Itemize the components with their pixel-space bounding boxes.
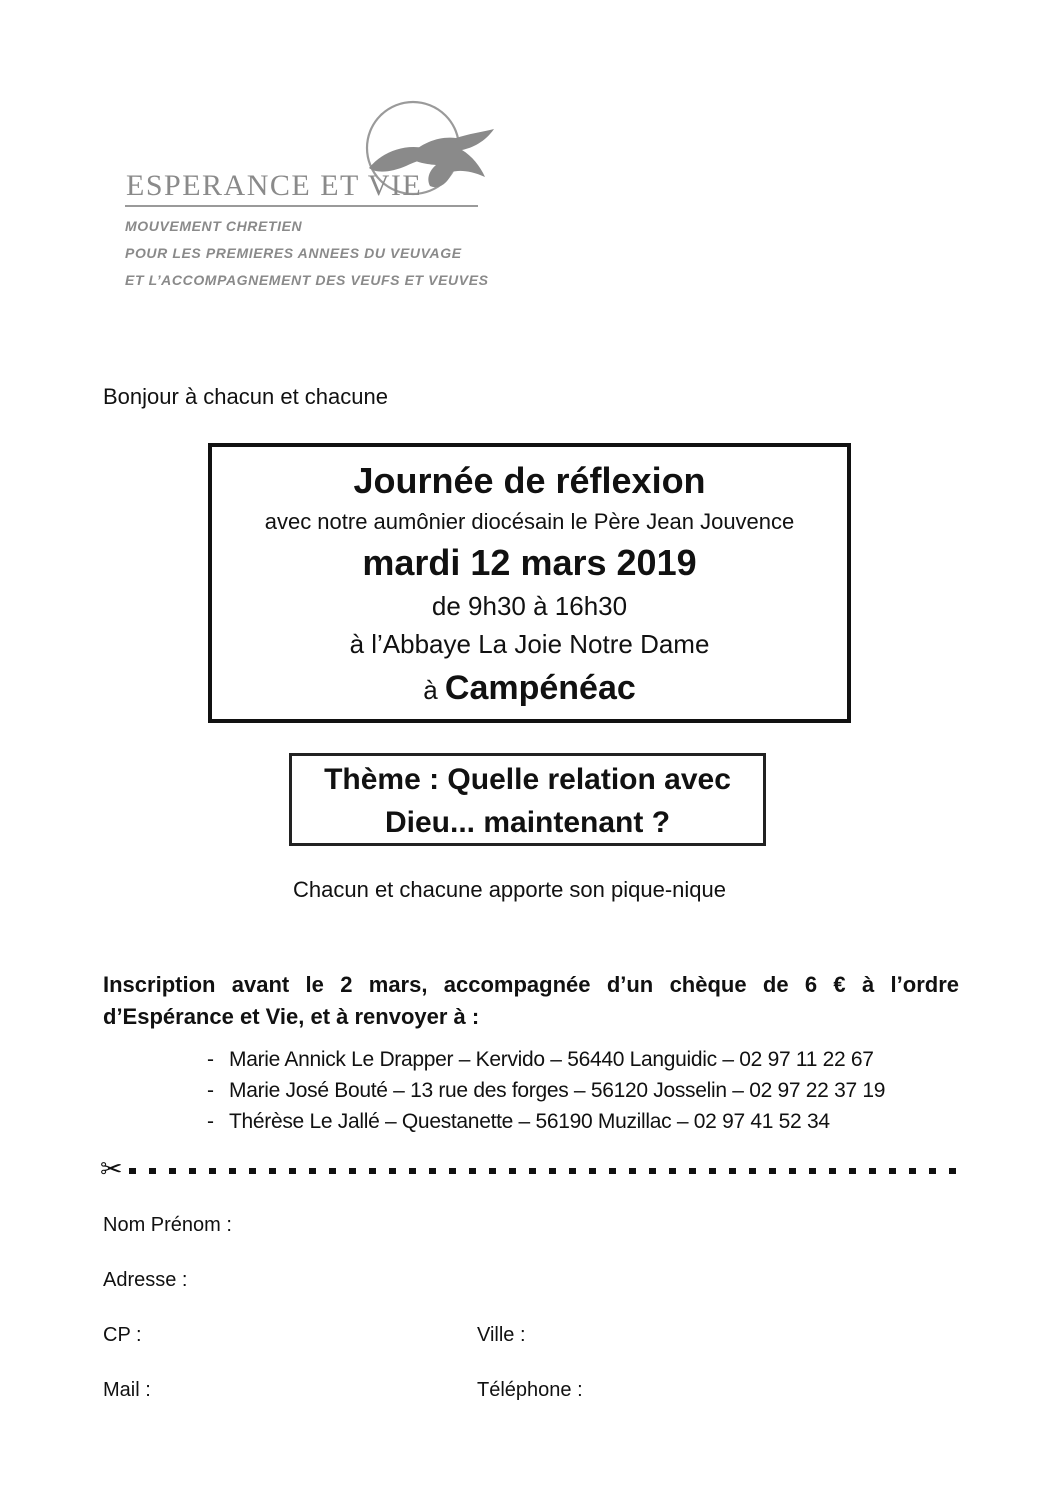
contact-list	[103, 1044, 885, 1137]
contact-2: Marie José Bouté – 13 rue des forges – 56120 Josselin – 02 97 22 37 19	[229, 1079, 886, 1102]
brand-underline	[125, 205, 478, 207]
brand-name: ESPERANCE ET VIE	[126, 169, 423, 202]
mail-field-label: Mail :	[103, 1379, 151, 1401]
event-box	[208, 443, 851, 723]
event-time: de 9h30 à 16h30	[431, 591, 628, 621]
phone-field-label: Téléphone :	[477, 1379, 583, 1401]
list-bullet: -	[207, 1110, 214, 1133]
list-bullet: -	[207, 1079, 214, 1102]
event-date: mardi 12 mars 2019	[362, 542, 697, 583]
registration-intro	[103, 969, 959, 1033]
event-title: Journée de réflexion	[353, 460, 706, 501]
city-field-label: Ville :	[477, 1324, 526, 1346]
event-place: à l’Abbaye La Joie Notre Dame	[349, 629, 710, 659]
brand-tagline	[125, 213, 489, 294]
address-field-label: Adresse :	[103, 1269, 188, 1291]
event-city-prefix: à	[423, 675, 445, 705]
event-chaplain: avec notre aumônier diocésain le Père Jean Jouvence	[264, 509, 795, 534]
cut-here-divider	[100, 1152, 958, 1188]
event-city-line	[212, 664, 847, 714]
contact-1: Marie Annick Le Drapper – Kervido – 56440 Languidic – 02 97 11 22 67	[229, 1048, 874, 1071]
theme-box	[289, 753, 766, 846]
tagline-line-3: ET L’ACCOMPAGNEMENT DES VEUFS ET VEUVES	[125, 272, 489, 288]
tagline-line-2: POUR LES PREMIERES ANNEES DU VEUVAGE	[125, 245, 462, 261]
registration-intro-line-2: d’Espérance et Vie, et à renvoyer à :	[103, 1004, 480, 1029]
picnic-note: Chacun et chacune apporte son pique-nique	[293, 877, 726, 902]
contact-row	[103, 1044, 885, 1075]
contact-row	[103, 1106, 885, 1137]
postal-code-field-label: CP :	[103, 1324, 142, 1346]
name-field-label: Nom Prénom :	[103, 1214, 232, 1236]
scissors-icon: ✂	[100, 1154, 123, 1185]
registration-intro-line-1: Inscription avant le 2 mars, accompagnée d’un chèque de 6 € à l’ordre	[103, 972, 959, 997]
list-bullet: -	[207, 1048, 214, 1071]
greeting-text: Bonjour à chacun et chacune	[103, 384, 388, 409]
theme-line-1: Thème : Quelle relation avec	[324, 763, 731, 796]
contact-row	[103, 1075, 885, 1106]
theme-line-2: Dieu... maintenant ?	[384, 806, 671, 839]
tagline-line-1: MOUVEMENT CHRETIEN	[125, 218, 303, 234]
event-city-name: Campénéac	[444, 669, 636, 707]
contact-3: Thérèse Le Jallé – Questanette – 56190 Muzillac – 02 97 41 52 34	[229, 1110, 830, 1133]
dashed-cut-line	[129, 1168, 958, 1174]
